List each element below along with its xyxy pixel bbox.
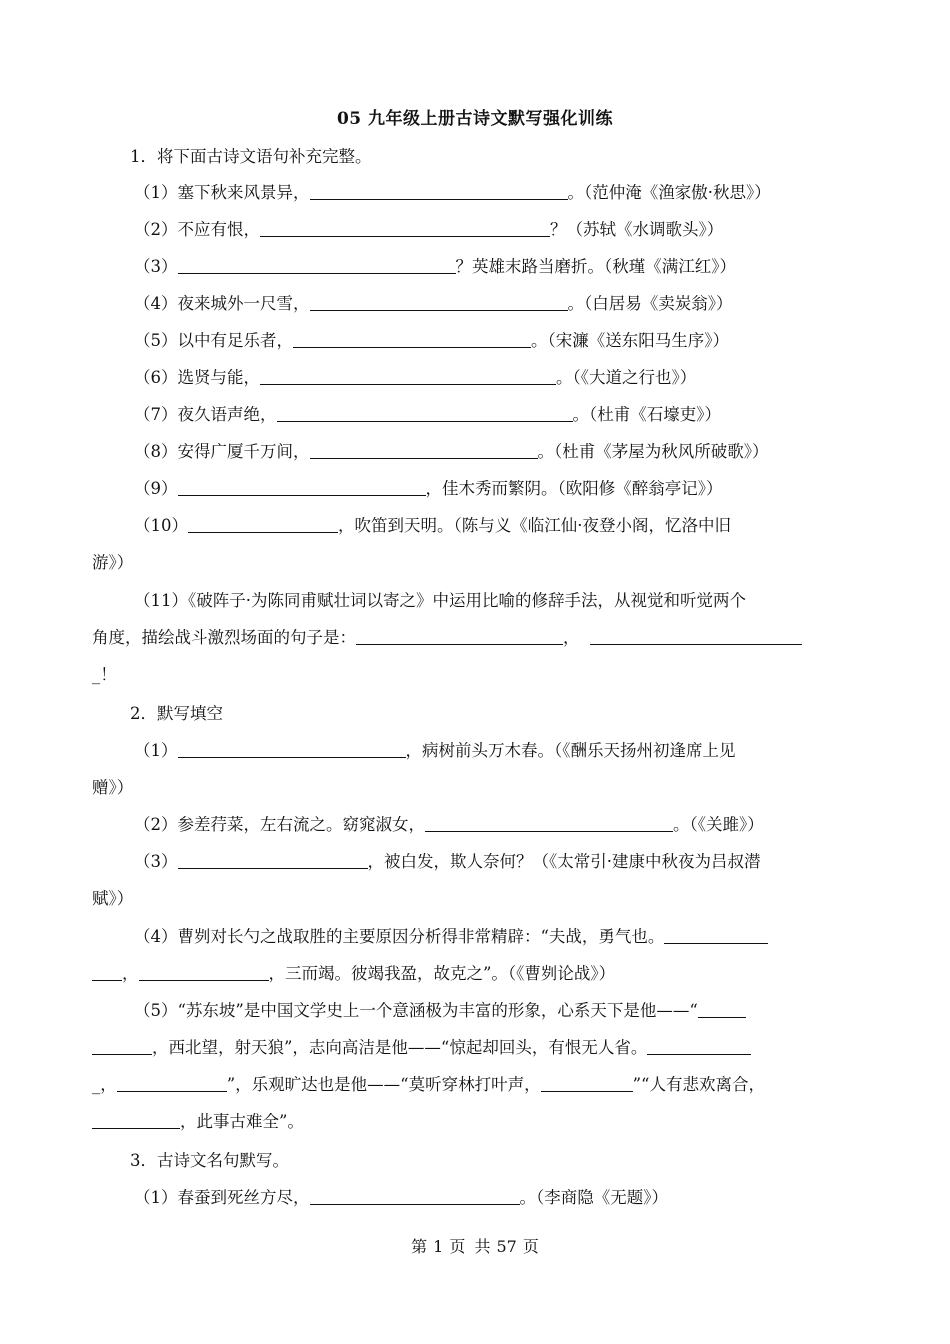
q1-item-10-cont: 游》） [92, 553, 134, 572]
blank-line[interactable] [310, 184, 568, 200]
blank-line[interactable] [178, 853, 368, 869]
q1-item-11-line2: 角度，描绘战斗激烈场面的句子是： ， [92, 627, 802, 649]
section-3-heading: 3．古诗文名句默写。 [130, 1151, 289, 1170]
blank-line[interactable] [310, 443, 538, 459]
q1-item-7: （7）夜久语声绝， 。（杜甫《石壕吏》） [134, 405, 721, 424]
blank-line[interactable] [310, 295, 568, 311]
blank-line[interactable] [178, 742, 406, 758]
q1-item-9: （9） ，佳木秀而繁阴。（欧阳修《醉翁亭记》） [134, 479, 723, 498]
blank-line[interactable] [310, 1189, 520, 1205]
blank-line[interactable] [541, 1076, 633, 1092]
blank-line[interactable] [293, 332, 531, 348]
blank-line[interactable] [188, 517, 338, 533]
blank-line[interactable] [178, 258, 456, 274]
q1-item-4: （4）夜来城外一尺雪， 。（白居易《卖炭翁》） [134, 294, 733, 313]
q1-item-8: （8）安得广厦千万间， 。（杜甫《茅屋为秋风所破歌》） [134, 442, 769, 461]
q2-item-2: （2）参差荇菜，左右流之。窈窕淑女， 。（《关雎》） [134, 815, 764, 834]
blank-line[interactable] [260, 221, 550, 237]
total-pages: 57 [496, 1237, 517, 1256]
q1-item-11: （11）《破阵子·为陈同甫赋壮词以寄之》中运用比喻的修辞手法，从视觉和听觉两个 [134, 591, 746, 610]
blank-line[interactable] [590, 629, 802, 645]
q1-item-5: （5）以中有足乐者， 。（宋濂《送东阳马生序》） [134, 331, 729, 350]
q2-item-1-cont: 赠》） [92, 778, 134, 797]
section-2-heading: 2．默写填空 [130, 704, 223, 723]
q1-item-3: （3） ？英雄末路当磨折。（秋瑾《满江红》） [134, 257, 736, 276]
blank-line[interactable] [425, 816, 673, 832]
q1-item-11-line3: _！ [92, 665, 117, 684]
q2-item-3: （3） ，被白发，欺人奈何？（《太常引·建康中秋夜为吕叔潜 [134, 852, 761, 871]
blank-line[interactable] [356, 629, 563, 645]
blank-line[interactable] [698, 1002, 746, 1018]
blank-line[interactable] [647, 1039, 751, 1055]
q2-item-5-line3: _， ”，乐观旷达也是他——“莫听穿林打叶声， ”“人有悲欢离合， [92, 1075, 765, 1094]
q3-item-1: （1）春蚕到死丝方尽， 。（李商隐《无题》） [134, 1188, 668, 1207]
blank-line[interactable] [92, 1113, 180, 1129]
blank-line[interactable] [277, 406, 573, 422]
blank-line[interactable] [92, 965, 122, 981]
q2-item-5-line2: ，西北望，射天狼”，志向高洁是他——“惊起却回头，有恨无人省。 [92, 1037, 751, 1059]
page-footer: 第 1 页 共 57 页 [411, 1237, 539, 1256]
q1-item-6: （6）选贤与能， 。（《大道之行也》） [134, 368, 697, 387]
q1-item-10: （10） ，吹笛到天明。（陈与义《临江仙·夜登小阁，忆洛中旧 [134, 516, 731, 535]
blank-line[interactable] [260, 369, 556, 385]
q2-item-1: （1） ，病树前头万木春。（《酬乐天扬州初逢席上见 [134, 741, 736, 760]
section-1-heading: 1．将下面古诗文语句补充完整。 [130, 147, 372, 166]
blank-line[interactable] [139, 965, 269, 981]
q2-item-3-cont: 赋》） [92, 889, 134, 908]
blank-line[interactable] [664, 928, 768, 944]
page-title: 05 九年级上册古诗文默写强化训练 [336, 109, 614, 129]
q1-item-1: （1）塞下秋来风景异， 。（范仲淹《渔家傲·秋思》） [134, 183, 771, 202]
q1-item-2: （2）不应有恨， ？（苏轼《水调歌头》） [134, 220, 724, 239]
q2-item-5: （5）“苏东坡”是中国文学史上一个意涵极为丰富的形象，心系天下是他——“ [134, 1000, 746, 1022]
q2-item-4: （4）曹刿对长勺之战取胜的主要原因分析得非常精辟：“夫战，勇气也。 [134, 926, 768, 948]
blank-line[interactable] [117, 1076, 227, 1092]
q2-item-5-line4: ，此事古难全”。 [92, 1111, 304, 1133]
q2-item-4-line2: ， ，三而竭。彼竭我盈，故克之”。（《曹刿论战》） [92, 963, 615, 985]
page-number: 1 [433, 1237, 444, 1256]
blank-line[interactable] [178, 480, 426, 496]
blank-line[interactable] [92, 1039, 152, 1055]
